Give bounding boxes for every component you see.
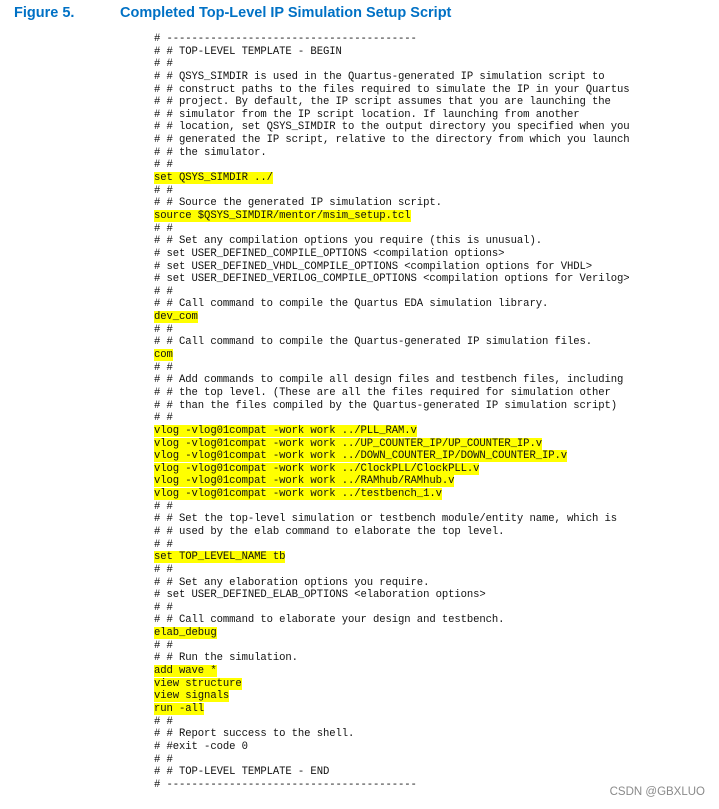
code-line-text: # # TOP-LEVEL TEMPLATE - END <box>154 766 330 779</box>
code-line-text: # # TOP-LEVEL TEMPLATE - BEGIN <box>154 45 342 58</box>
code-line-text: # # Call command to compile the Quartus-generated IP simulation files. <box>154 336 593 349</box>
code-line <box>154 754 694 767</box>
code-line-text: source $QSYS_SIMDIR/mentor/msim_setup.tcl <box>154 209 411 222</box>
code-line-text: vlog -vlog01compat -work work ../ClockPLL/ClockPLL.v <box>154 462 480 475</box>
code-line <box>154 728 694 741</box>
code-line <box>154 261 694 274</box>
code-line-text: # # Report success to the shell. <box>154 728 355 741</box>
code-line-text: # #exit -code 0 <box>154 740 248 753</box>
code-line-text: set TOP_LEVEL_NAME tb <box>154 551 286 564</box>
code-line-text: # # <box>154 323 173 336</box>
code-line-text: add wave * <box>154 665 217 678</box>
code-line <box>154 134 694 147</box>
script-code-block <box>154 33 694 791</box>
code-line-text: # # <box>154 159 173 172</box>
highlighted-code-line <box>154 678 694 691</box>
code-line-text: vlog -vlog01compat -work work ../RAMhub/RAMhub.v <box>154 475 455 488</box>
code-line <box>154 602 694 615</box>
code-line <box>154 400 694 413</box>
highlighted-code-line <box>154 450 694 463</box>
code-line-text: vlog -vlog01compat -work work ../testbench_1.v <box>154 488 442 501</box>
code-line-text: # set USER_DEFINED_ELAB_OPTIONS <elaboration options> <box>154 589 486 602</box>
code-line <box>154 96 694 109</box>
code-line <box>154 336 694 349</box>
code-line-text: # # Set the top-level simulation or testbench module/entity name, which is <box>154 513 618 526</box>
highlighted-code-line <box>154 627 694 640</box>
code-line-text: # # simulator from the IP script location. If launching from another <box>154 108 580 121</box>
code-line-text: run -all <box>154 702 205 715</box>
code-line-text: # set USER_DEFINED_COMPILE_OPTIONS <compilation options> <box>154 247 505 260</box>
code-line-text: vlog -vlog01compat -work work ../PLL_RAM.v <box>154 424 417 437</box>
code-line-text: # set USER_DEFINED_VERILOG_COMPILE_OPTIONS <compilation options for Verilog> <box>154 273 630 286</box>
code-line <box>154 640 694 653</box>
code-line-text: # # Add commands to compile all design files and testbench files, including <box>154 374 624 387</box>
code-line <box>154 564 694 577</box>
code-line-text: # # <box>154 639 173 652</box>
code-line <box>154 33 694 46</box>
code-line <box>154 741 694 754</box>
code-line <box>154 589 694 602</box>
highlighted-code-line <box>154 475 694 488</box>
code-line <box>154 121 694 134</box>
code-line-text: vlog -vlog01compat -work work ../DOWN_COUNTER_IP/DOWN_COUNTER_IP.v <box>154 450 567 463</box>
code-line <box>154 298 694 311</box>
highlighted-code-line <box>154 210 694 223</box>
code-line-text: # # <box>154 563 173 576</box>
code-line-text: # # Call command to compile the Quartus EDA simulation library. <box>154 298 549 311</box>
code-line-text: # # project. By default, the IP script assumes that you are launching the <box>154 96 611 109</box>
code-line-text: vlog -vlog01compat -work work ../UP_COUNTER_IP/UP_COUNTER_IP.v <box>154 437 542 450</box>
code-line-text: # ---------------------------------------- <box>154 33 417 45</box>
code-line-text: # # <box>154 500 173 513</box>
code-line-text: # set USER_DEFINED_VHDL_COMPILE_OPTIONS <compilation options for VHDL> <box>154 260 593 273</box>
code-line-text: # # <box>154 601 173 614</box>
code-line <box>154 501 694 514</box>
code-line-text: # # Set any compilation options you require (this is unusual). <box>154 235 542 248</box>
highlighted-code-line <box>154 690 694 703</box>
highlighted-code-line <box>154 311 694 324</box>
code-line-text: # # <box>154 184 173 197</box>
code-line <box>154 197 694 210</box>
code-line-text: # # Run the simulation. <box>154 652 298 665</box>
highlighted-code-line <box>154 438 694 451</box>
code-line-text: view structure <box>154 677 242 690</box>
code-line-text: # # <box>154 361 173 374</box>
code-line <box>154 614 694 627</box>
code-line-text: # # <box>154 715 173 728</box>
code-line-text: # # <box>154 285 173 298</box>
code-line-text: # # Call command to elaborate your design and testbench. <box>154 614 505 627</box>
code-line-text: # # <box>154 538 173 551</box>
code-line-text: # # Source the generated IP simulation script. <box>154 197 442 210</box>
code-line <box>154 374 694 387</box>
code-line <box>154 223 694 236</box>
code-line <box>154 766 694 779</box>
code-line <box>154 716 694 729</box>
code-line-text: com <box>154 349 173 362</box>
code-line <box>154 248 694 261</box>
code-line-text: # # <box>154 753 173 766</box>
code-line <box>154 273 694 286</box>
figure-caption <box>14 2 451 24</box>
highlighted-code-line <box>154 349 694 362</box>
watermark: CSDN @GBXLUO <box>609 786 705 798</box>
code-line <box>154 109 694 122</box>
figure-title: Completed Top-Level IP Simulation Setup Script <box>120 5 452 21</box>
code-line <box>154 71 694 84</box>
code-line-text: # # than the files compiled by the Quartus-generated IP simulation script) <box>154 399 618 412</box>
code-line-text: # # QSYS_SIMDIR is used in the Quartus-generated IP simulation script to <box>154 70 605 83</box>
code-line-text: dev_com <box>154 311 198 324</box>
code-line <box>154 412 694 425</box>
highlighted-code-line <box>154 425 694 438</box>
highlighted-code-line <box>154 463 694 476</box>
code-line-text: # # <box>154 58 173 71</box>
code-line-text: # # Set any elaboration options you require. <box>154 576 430 589</box>
code-line-text: view signals <box>154 690 230 703</box>
code-line <box>154 84 694 97</box>
code-line <box>154 539 694 552</box>
code-line <box>154 58 694 71</box>
code-line-text: set QSYS_SIMDIR ../ <box>154 172 273 185</box>
figure-number: Figure 5. <box>14 5 75 21</box>
highlighted-code-line <box>154 665 694 678</box>
highlighted-code-line <box>154 551 694 564</box>
code-line-text: # # construct paths to the files required to simulate the IP in your Quartus <box>154 83 630 96</box>
code-line <box>154 387 694 400</box>
code-line <box>154 286 694 299</box>
code-line-text: # # the simulator. <box>154 146 267 159</box>
highlighted-code-line <box>154 703 694 716</box>
code-line <box>154 324 694 337</box>
code-line-text: # # <box>154 222 173 235</box>
code-line-text: # # the top level. (These are all the files required for simulation other <box>154 386 611 399</box>
highlighted-code-line <box>154 488 694 501</box>
code-line <box>154 235 694 248</box>
code-line <box>154 526 694 539</box>
code-line <box>154 185 694 198</box>
code-line <box>154 46 694 59</box>
code-line <box>154 159 694 172</box>
code-line <box>154 513 694 526</box>
code-line <box>154 652 694 665</box>
code-line <box>154 577 694 590</box>
code-line <box>154 147 694 160</box>
code-line-text: elab_debug <box>154 627 217 640</box>
code-line <box>154 362 694 375</box>
code-line-text: # # <box>154 412 173 425</box>
code-line-text: # # generated the IP script, relative to the directory from which you launch <box>154 134 630 147</box>
code-line-text: # ---------------------------------------- <box>154 778 417 791</box>
highlighted-code-line <box>154 172 694 185</box>
code-line-text: # # used by the elab command to elaborate the top level. <box>154 525 505 538</box>
code-line-text: # # location, set QSYS_SIMDIR to the output directory you specified when you <box>154 121 630 134</box>
